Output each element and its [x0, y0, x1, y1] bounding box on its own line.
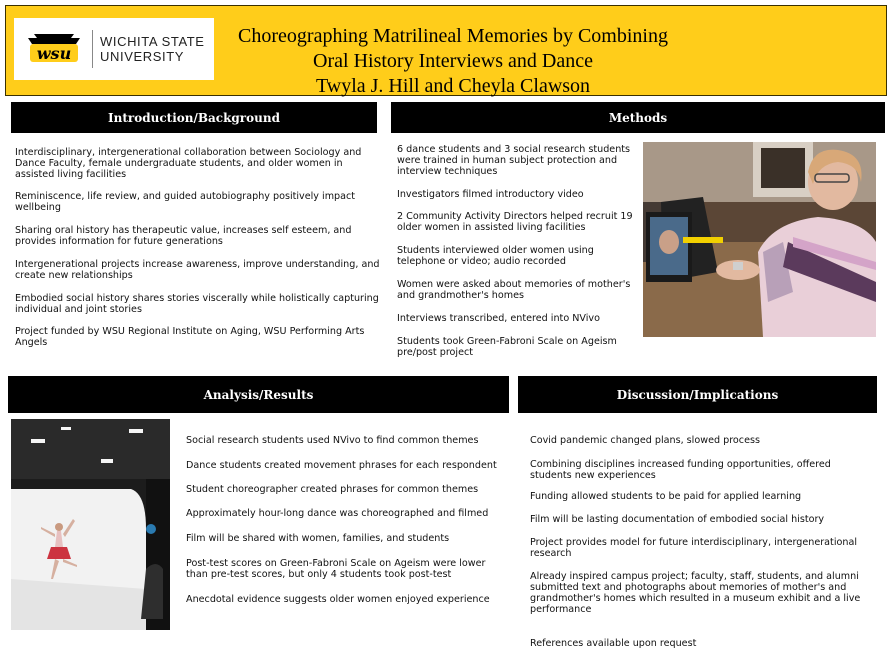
logo-mark-text: wsu — [36, 44, 72, 63]
methods-item: Interviews transcribed, entered into NVivo — [397, 313, 600, 324]
intro-item: Interdisciplinary, intergenerational collaboration between Sociology and Dance Faculty, female undergraduate students, and older women in assisted living facilities — [15, 147, 362, 180]
methods-item: Women were asked about memories of mother's and grandmother's homes — [397, 279, 631, 301]
methods-item: 2 Community Activity Directors helped recruit 19 older women in assisted living facilities — [397, 211, 633, 233]
dancer-photo-drawing — [11, 419, 170, 630]
analysis-item: Dance students created movement phrases for each respondent — [186, 460, 497, 471]
wsu-logo — [14, 18, 214, 80]
discussion-item: Funding allowed students to be paid for applied learning — [530, 491, 802, 502]
discussion-item: Project provides model for future interdisciplinary, intergenerational research — [530, 537, 857, 559]
discussion-item: References available upon request — [530, 638, 697, 649]
discussion-item: Covid pandemic changed plans, slowed process — [530, 435, 760, 446]
analysis-item: Approximately hour-long dance was choreographed and filmed — [186, 508, 489, 519]
intro-item: Reminiscence, life review, and guided autobiography positively impact wellbeing — [15, 191, 356, 213]
authors: Twyla J. Hill and Cheyla Clawson — [315, 75, 591, 97]
intro-heading: Introduction/Background — [11, 102, 377, 133]
methods-item: 6 dance students and 3 social research students were trained in human subject protection and interview techniques — [397, 144, 631, 177]
discussion-item: Already inspired campus project; faculty, staff, students, and alumni submitted text and photographs about memories of mother's and grandmother's homes which resulted in a museum exhibit and a live performance — [530, 571, 861, 615]
methods-item: Students interviewed older women using telephone or video; audio recorded — [397, 245, 594, 267]
intro-item: Intergenerational projects increase awareness, improve understanding, and create new relationships — [15, 259, 380, 281]
analysis-item: Film will be shared with women, families, and students — [186, 533, 450, 544]
analysis-item: Student choreographer created phrases for common themes — [186, 484, 479, 495]
logo-divider — [92, 30, 93, 68]
older-woman-video-call-photo — [643, 142, 876, 337]
university-name — [100, 34, 205, 64]
discussion-heading: Discussion/Implications — [518, 376, 877, 413]
title-line-2: Oral History Interviews and Dance — [313, 50, 593, 72]
logo-line-2: UNIVERSITY — [100, 49, 185, 64]
intro-item: Project funded by WSU Regional Institute on Aging, WSU Performing Arts Angels — [15, 326, 365, 348]
analysis-item: Anecdotal evidence suggests older women enjoyed experience — [186, 594, 490, 605]
analysis-item: Post-test scores on Green-Fabroni Scale on Ageism were lower than pre-test scores, but only 4 students took post-test — [186, 558, 486, 580]
wsu-shocker-logo-icon — [24, 32, 84, 66]
discussion-item: Combining disciplines increased funding opportunities, offered students new experiences — [530, 459, 831, 481]
title-line-1: Choreographing Matrilineal Memories by Combining — [238, 25, 668, 47]
title-banner — [5, 5, 887, 96]
video-call-photo-drawing — [643, 142, 876, 337]
intro-item: Sharing oral history has therapeutic value, increases self esteem, and provides information for future generations — [15, 225, 352, 247]
analysis-heading: Analysis/Results — [8, 376, 509, 413]
poster-title — [220, 24, 686, 99]
intro-item: Embodied social history shares stories viscerally while holistically capturing individual and joint stories — [15, 293, 379, 315]
logo-line-1: WICHITA STATE — [100, 34, 205, 49]
discussion-item: Film will be lasting documentation of embodied social history — [530, 514, 825, 525]
dancer-in-studio-photo — [11, 419, 170, 630]
methods-heading: Methods — [391, 102, 885, 133]
methods-item: Investigators filmed introductory video — [397, 189, 584, 200]
methods-item: Students took Green-Fabroni Scale on Ageism pre/post project — [397, 336, 617, 358]
analysis-item: Social research students used NVivo to find common themes — [186, 435, 479, 446]
